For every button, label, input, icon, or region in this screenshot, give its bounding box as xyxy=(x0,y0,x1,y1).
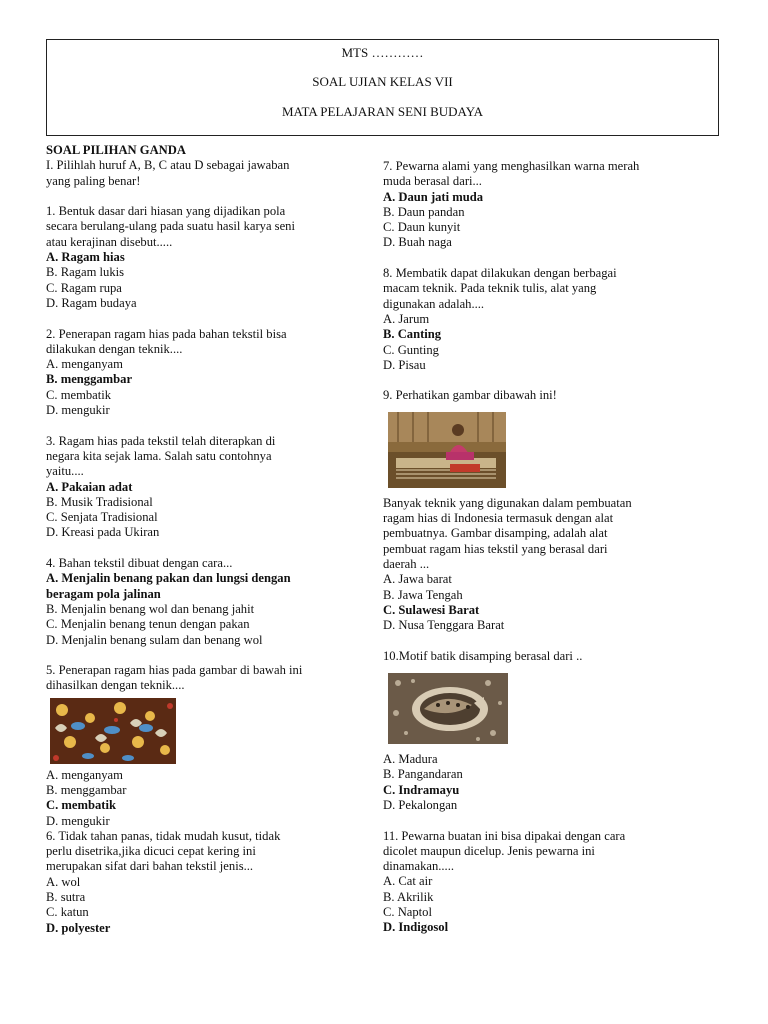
question-6 xyxy=(46,829,346,936)
answer-option: C. katun xyxy=(46,905,89,920)
batik-motif-image xyxy=(388,673,508,744)
question-text: merupakan sifat dari bahan tekstil jenis... xyxy=(46,859,254,874)
question-3 xyxy=(46,434,346,541)
question-4 xyxy=(46,556,346,648)
answer-option-correct: D. Indigosol xyxy=(383,920,449,935)
question-text: digunakan adalah.... xyxy=(383,296,485,311)
answer-option-correct: A. Pakaian adat xyxy=(46,479,133,494)
section-title: SOAL PILIHAN GANDA xyxy=(46,143,186,157)
answer-option: C. Naptol xyxy=(383,904,432,919)
answer-option: A. menganyam xyxy=(46,767,123,782)
answer-option: A. Jawa barat xyxy=(383,572,452,587)
question-text: 1. Bentuk dasar dari hiasan yang dijadikan pola xyxy=(46,204,286,219)
subject-title: MATA PELAJARAN SENI BUDAYA xyxy=(281,104,484,119)
question-text: perlu disetrika,jika dicuci cepat kering ini xyxy=(46,844,256,859)
question-1 xyxy=(46,204,346,311)
answer-option: C. Daun kunyit xyxy=(383,220,461,235)
question-text: 5. Penerapan ragam hias pada gambar di bawah ini xyxy=(46,663,303,678)
question-text: daerah ... xyxy=(383,556,430,571)
question-9 xyxy=(383,388,693,633)
answer-option: D. Pekalongan xyxy=(383,797,458,812)
answer-option: A. wol xyxy=(46,874,81,889)
answer-option: C. Menjalin benang tenun dengan pakan xyxy=(46,617,250,632)
answer-option: B. menggambar xyxy=(46,782,127,797)
school-name: MTS ………… xyxy=(341,45,424,60)
question-text: pembuat ragam hias tekstil yang berasal dari xyxy=(383,541,608,556)
question-text: dihasilkan dengan teknik.... xyxy=(46,678,185,693)
answer-option: C. Ragam rupa xyxy=(46,280,122,295)
question-text: ragam hias di Indonesia termasuk dengan alat xyxy=(383,511,614,526)
answer-option-correct: B. menggambar xyxy=(46,372,133,387)
question-text: muda berasal dari... xyxy=(383,174,482,189)
question-text: pembuatnya. Gambar disamping, adalah alat xyxy=(383,526,608,541)
answer-option-correct: C. Sulawesi Barat xyxy=(383,602,480,617)
question-text: dilakukan dengan teknik.... xyxy=(46,341,183,356)
answer-option: D. Menjalin benang sulam dan benang wol xyxy=(46,632,263,647)
answer-option: B. Daun pandan xyxy=(383,204,465,219)
answer-option-correct: beragam pola jalinan xyxy=(46,586,161,601)
answer-option: D. Kreasi pada Ukiran xyxy=(46,525,160,540)
answer-option-correct: A. Daun jati muda xyxy=(383,189,484,204)
instruction-line: I. Pilihlah huruf A, B, C atau D sebagai jawaban xyxy=(46,158,290,173)
right-column xyxy=(383,159,693,936)
answer-option-correct: C. Indramayu xyxy=(383,782,460,797)
weaving-loom-photo xyxy=(388,412,506,488)
question-text: negara kita sejak lama. Salah satu contohnya xyxy=(46,448,272,463)
answer-option: B. Menjalin benang wol dan benang jahit xyxy=(46,601,255,616)
question-text: 4. Bahan tekstil dibuat dengan cara... xyxy=(46,556,233,571)
question-text: 6. Tidak tahan panas, tidak mudah kusut, tidak xyxy=(46,828,281,843)
answer-option: B. Akrilik xyxy=(383,889,434,904)
question-text: 8. Membatik dapat dilakukan dengan berbagai xyxy=(383,266,617,281)
answer-option-correct: A. Ragam hias xyxy=(46,250,125,265)
answer-option-correct: B. Canting xyxy=(383,327,442,342)
question-text: 9. Perhatikan gambar dibawah ini! xyxy=(383,388,557,403)
answer-option: B. Pangandaran xyxy=(383,767,463,782)
answer-option: D. Pisau xyxy=(383,357,426,372)
question-text: dicolet maupun dicelup. Jenis pewarna ini xyxy=(383,843,595,858)
answer-option: B. Musik Tradisional xyxy=(46,494,153,509)
answer-option: A. Jarum xyxy=(383,311,430,326)
question-text: 3. Ragam hias pada tekstil telah diterapkan di xyxy=(46,433,276,448)
question-text: Banyak teknik yang digunakan dalam pembuatan xyxy=(383,495,632,510)
question-text: 2. Penerapan ragam hias pada bahan tekstil bisa xyxy=(46,326,287,341)
exam-title: SOAL UJIAN KELAS VII xyxy=(312,74,453,89)
answer-option-correct: C. membatik xyxy=(46,798,116,813)
question-7 xyxy=(383,159,693,251)
answer-option: C. Gunting xyxy=(383,342,439,357)
question-2 xyxy=(46,327,346,419)
answer-option: A. menganyam xyxy=(46,357,123,372)
answer-option: B. Jawa Tengah xyxy=(383,587,463,602)
question-text: 11. Pewarna buatan ini bisa dipakai dengan cara xyxy=(383,828,626,843)
answer-option: D. Ragam budaya xyxy=(46,295,137,310)
question-text: atau kerajinan disebut..... xyxy=(46,234,173,249)
question-8 xyxy=(383,266,693,373)
question-5 xyxy=(46,663,346,829)
question-text: macam teknik. Pada teknik tulis, alat yang xyxy=(383,281,597,296)
question-text: 7. Pewarna alami yang menghasilkan warna merah xyxy=(383,159,640,173)
answer-option: C. membatik xyxy=(46,387,112,402)
batik-fabric-image xyxy=(50,698,176,764)
left-column xyxy=(46,143,346,936)
question-text: secara berulang-ulang pada suatu hasil karya seni xyxy=(46,219,295,234)
answer-option: D. mengukir xyxy=(46,403,110,418)
answer-option: C. Senjata Tradisional xyxy=(46,510,158,525)
answer-option: D. Nusa Tenggara Barat xyxy=(383,618,505,633)
question-text: dinamakan..... xyxy=(383,859,454,874)
answer-option-correct: A. Menjalin benang pakan dan lungsi dengan xyxy=(46,571,291,586)
answer-option: A. Madura xyxy=(383,752,438,767)
answer-option: D. Buah naga xyxy=(383,235,452,250)
answer-option: B. Ragam lukis xyxy=(46,265,125,280)
answer-option: B. sutra xyxy=(46,890,86,905)
answer-option: D. mengukir xyxy=(46,813,110,828)
question-10 xyxy=(383,649,693,813)
answer-option: A. Cat air xyxy=(383,874,433,889)
instruction-line: yang paling benar! xyxy=(46,173,141,188)
answer-option-correct: D. polyester xyxy=(46,920,111,935)
question-text: 10.Motif batik disamping berasal dari .. xyxy=(383,648,583,663)
question-11 xyxy=(383,829,693,936)
question-text: yaitu.... xyxy=(46,464,84,479)
exam-header-box xyxy=(46,39,719,136)
